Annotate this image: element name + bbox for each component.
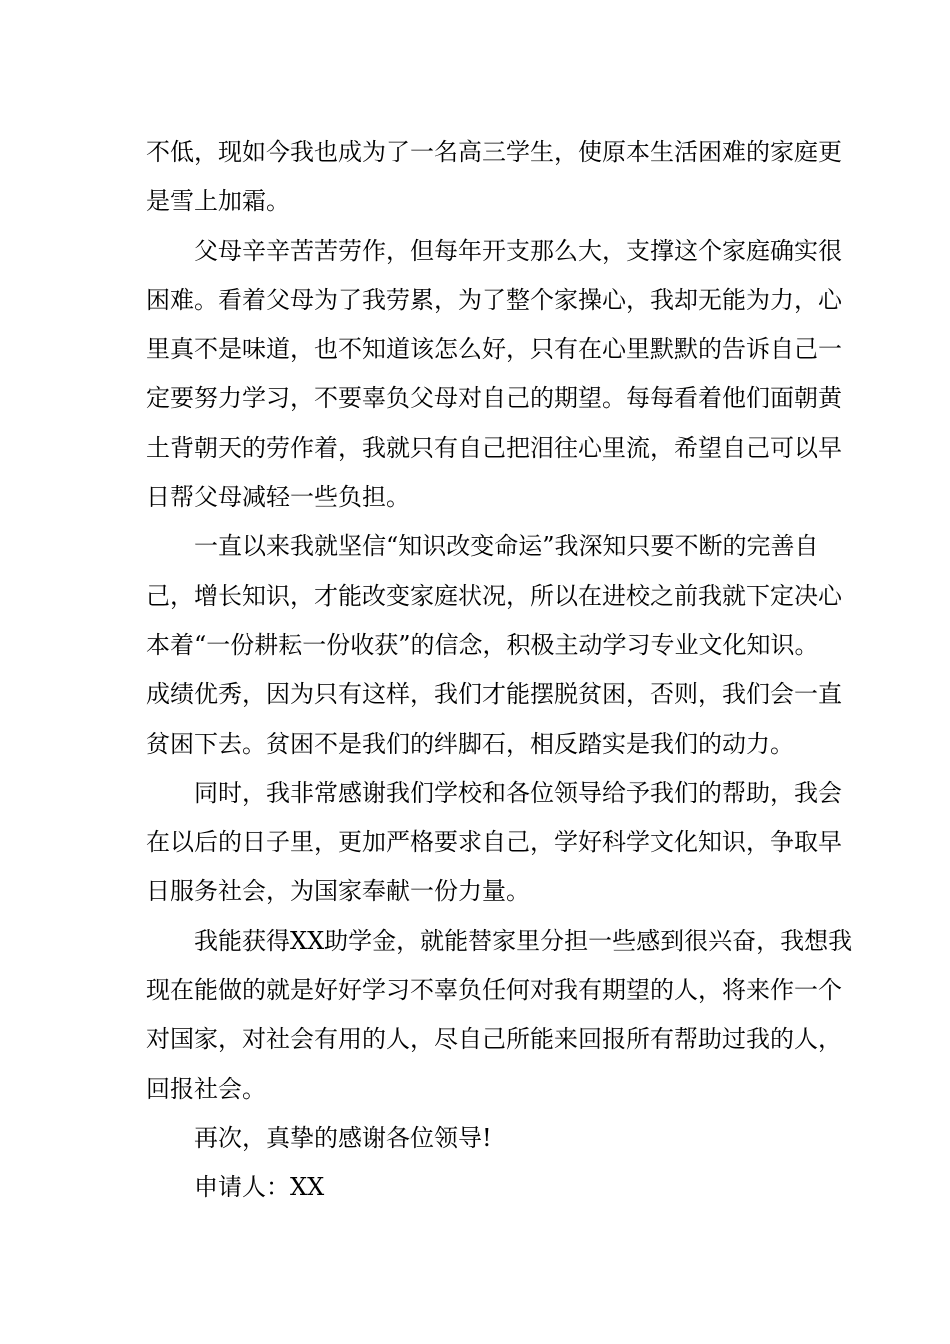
paragraph-closing (146, 1114, 806, 1163)
text-line: 土背朝天的劳作着，我就只有自己把泪往心里流，希望自己可以早 (146, 433, 842, 462)
text-line: 不低，现如今我也成为了一名高三学生，使原本生活困难的家庭更 (146, 138, 842, 166)
text-line: 我能获得XX助学金，就能替家里分担一些感到很兴奋，我想我 (194, 926, 853, 955)
text-line: 再次，真挚的感谢各位领导! (194, 1123, 492, 1152)
text-line: 困难。看着父母为了我劳累，为了整个家操心，我却无能为力，心 (146, 285, 842, 314)
text-line: 父母辛辛苦苦劳作，但每年开支那么大，支撑这个家庭确实很 (194, 236, 842, 265)
text-line: 本着“一份耕耘一份收获”的信念，积极主动学习专业文化知识。 (146, 630, 819, 659)
paragraph-knowledge (146, 522, 842, 768)
applicant-signature-line: 申请人：XX (194, 1173, 325, 1202)
text-line: 里真不是味道，也不知道该怎么好，只有在心里默默的告诉自己一 (146, 335, 842, 364)
document-body (146, 128, 853, 1213)
paragraph-parents (146, 227, 842, 523)
paragraph-continued (146, 128, 842, 227)
text-line: 现在能做的就是好好学习不辜负任何对我有期望的人，将来作一个 (146, 976, 842, 1005)
text-line: 回报社会。 (146, 1074, 266, 1103)
text-line: 己，增长知识，才能改变家庭状况，所以在进校之前我就下定决心 (146, 581, 842, 610)
text-line: 日帮父母减轻一些负担。 (146, 483, 410, 512)
text-line: 一直以来我就坚信“知识改变命运”我深知只要不断的完善自 (194, 532, 819, 561)
paragraph-thanks-school (146, 769, 842, 917)
paragraph-grant (146, 917, 853, 1114)
text-line: 日服务社会，为国家奉献一份力量。 (146, 877, 530, 906)
text-line: 是雪上加霜。 (146, 187, 290, 216)
text-line: 贫困下去。贫困不是我们的绊脚石，相反踏实是我们的动力。 (146, 729, 794, 758)
text-line: 成绩优秀，因为只有这样，我们才能摆脱贫困，否则，我们会一直 (146, 680, 842, 709)
text-line: 在以后的日子里，更加严格要求自己，学好科学文化知识，争取早 (146, 828, 842, 857)
text-line: 定要努力学习，不要辜负父母对自己的期望。每每看着他们面朝黄 (146, 384, 842, 413)
text-line: 对国家，对社会有用的人，尽自己所能来回报所有帮助过我的人， (146, 1025, 842, 1054)
text-line: 同时，我非常感谢我们学校和各位领导给予我们的帮助，我会 (194, 778, 842, 807)
paragraph-applicant (146, 1163, 806, 1212)
